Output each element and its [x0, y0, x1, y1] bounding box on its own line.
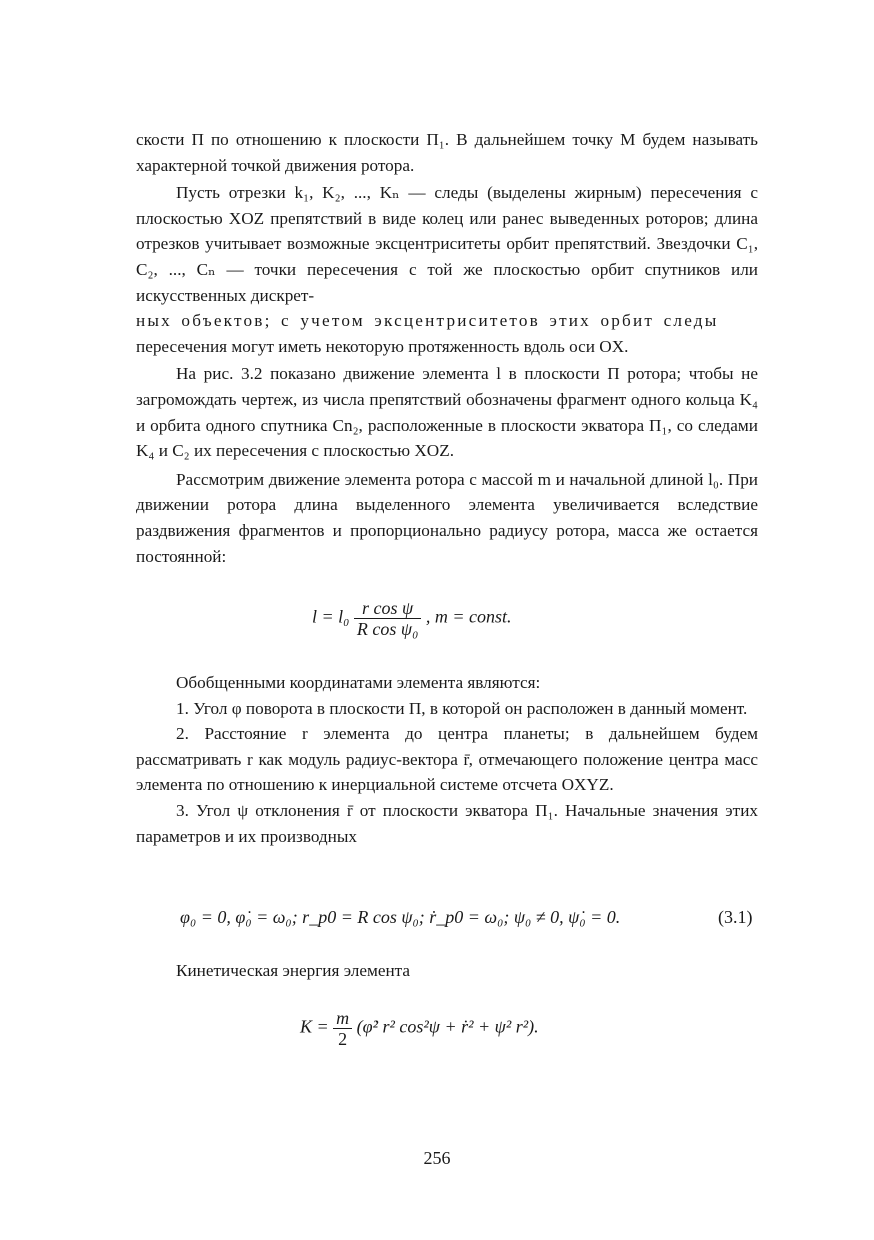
formula-kinetic-denominator: 2: [338, 1029, 348, 1049]
formula-kinetic-fraction: [333, 1008, 352, 1049]
equation-number: (3.1): [718, 907, 753, 927]
coordinates-section: [136, 670, 758, 849]
paragraph-6-block: [136, 958, 758, 984]
formula-initial-values-body: φ₀ = 0, φ̇₀ = ω₀; r_p0 = R cos ψ₀; ṙ_p0 = ω₀; ψ₀ ≠ 0, ψ̇₀ = 0.: [180, 907, 621, 927]
formula-kinetic-rhs: (φ̇² r² cos²ψ + ṙ² + ψ² r²).: [356, 1016, 539, 1037]
page-number: 256: [423, 1148, 451, 1168]
list-item-2: 2. Расстояние r элемента до центра планеты; в дальнейшем будем рассматривать r как модуль радиус-вектора r̄, отмечающего положение центра масс элемента по отношению к инерциальной системе отсчета OXYZ.: [136, 724, 758, 795]
formula-kinetic-lhs: K =: [300, 1016, 329, 1037]
paragraph-6: Кинетическая энергия элемента: [176, 961, 411, 980]
list-item-3: 3. Угол ψ отклонения r̄ от плоскости экватора П₁. Начальные значения этих параметров и их производных: [136, 800, 758, 846]
paragraph-2-spaced-line: ных объектов; с учетом эксцентриситетов этих орбит следы: [136, 311, 719, 331]
paragraph-2: Пусть отрезки k₁, K₂, ..., Kₙ — следы (выделены жирным) пересечения с плоскостью XOZ препятствий в виде колец или ранес выведенных роторов; длина отрезков учитывает возможные эксцентриситеты орбит препятствий. Звездочки C₁, C₂, ..., Cₙ — точки пересечения с той же плоскостью орбит спутников или искусственных дискрет-: [136, 183, 758, 305]
paragraph-1: скости П по отношению к плоскости П₁. В дальнейшем точку M будем называть характерной точкой движения ротора.: [136, 130, 758, 175]
formula-length-denominator: R cos ψ₀: [356, 619, 419, 639]
formula-length-numerator: r cos ψ: [354, 598, 421, 619]
formula-length-rhs: , m = const.: [425, 606, 512, 627]
paragraph-3: На рис. 3.2 показано движение элемента l в плоскости П ротора; чтобы не загромождать чертеж, из числа препятствий обозначены фрагмент одного кольца K₄ и орбита одного спутника Cn₂, расположенные в плоскости экватора П₁, со следами K₄ и C₂ их пересечения с плоскостью XOZ.: [136, 364, 758, 461]
paragraph-5: Обобщенными координатами элемента являются:: [176, 673, 541, 692]
paragraph-2-end: пересечения могут иметь некоторую протяженность вдоль оси OX.: [136, 336, 629, 356]
list-item-1: 1. Угол φ поворота в плоскости П, в которой он расположен в данный момент.: [176, 698, 748, 718]
formula-length-lhs: l = l₀: [312, 606, 350, 627]
formula-length-fraction: [354, 598, 421, 639]
paragraph-4: Рассмотрим движение элемента ротора с массой m и начальной длиной l₀. При движении ротора длина выделенного элемента увеличивается вследствие раздвижения фрагментов и пропорционально радиусу ротора, масса же остается постоянной:: [136, 469, 758, 566]
formula-kinetic-numerator: m: [333, 1008, 352, 1029]
formula-initial-values: [180, 907, 620, 928]
formula-kinetic-energy: [300, 1008, 539, 1049]
paragraph-intro: [136, 127, 758, 569]
formula-length: [312, 598, 511, 639]
